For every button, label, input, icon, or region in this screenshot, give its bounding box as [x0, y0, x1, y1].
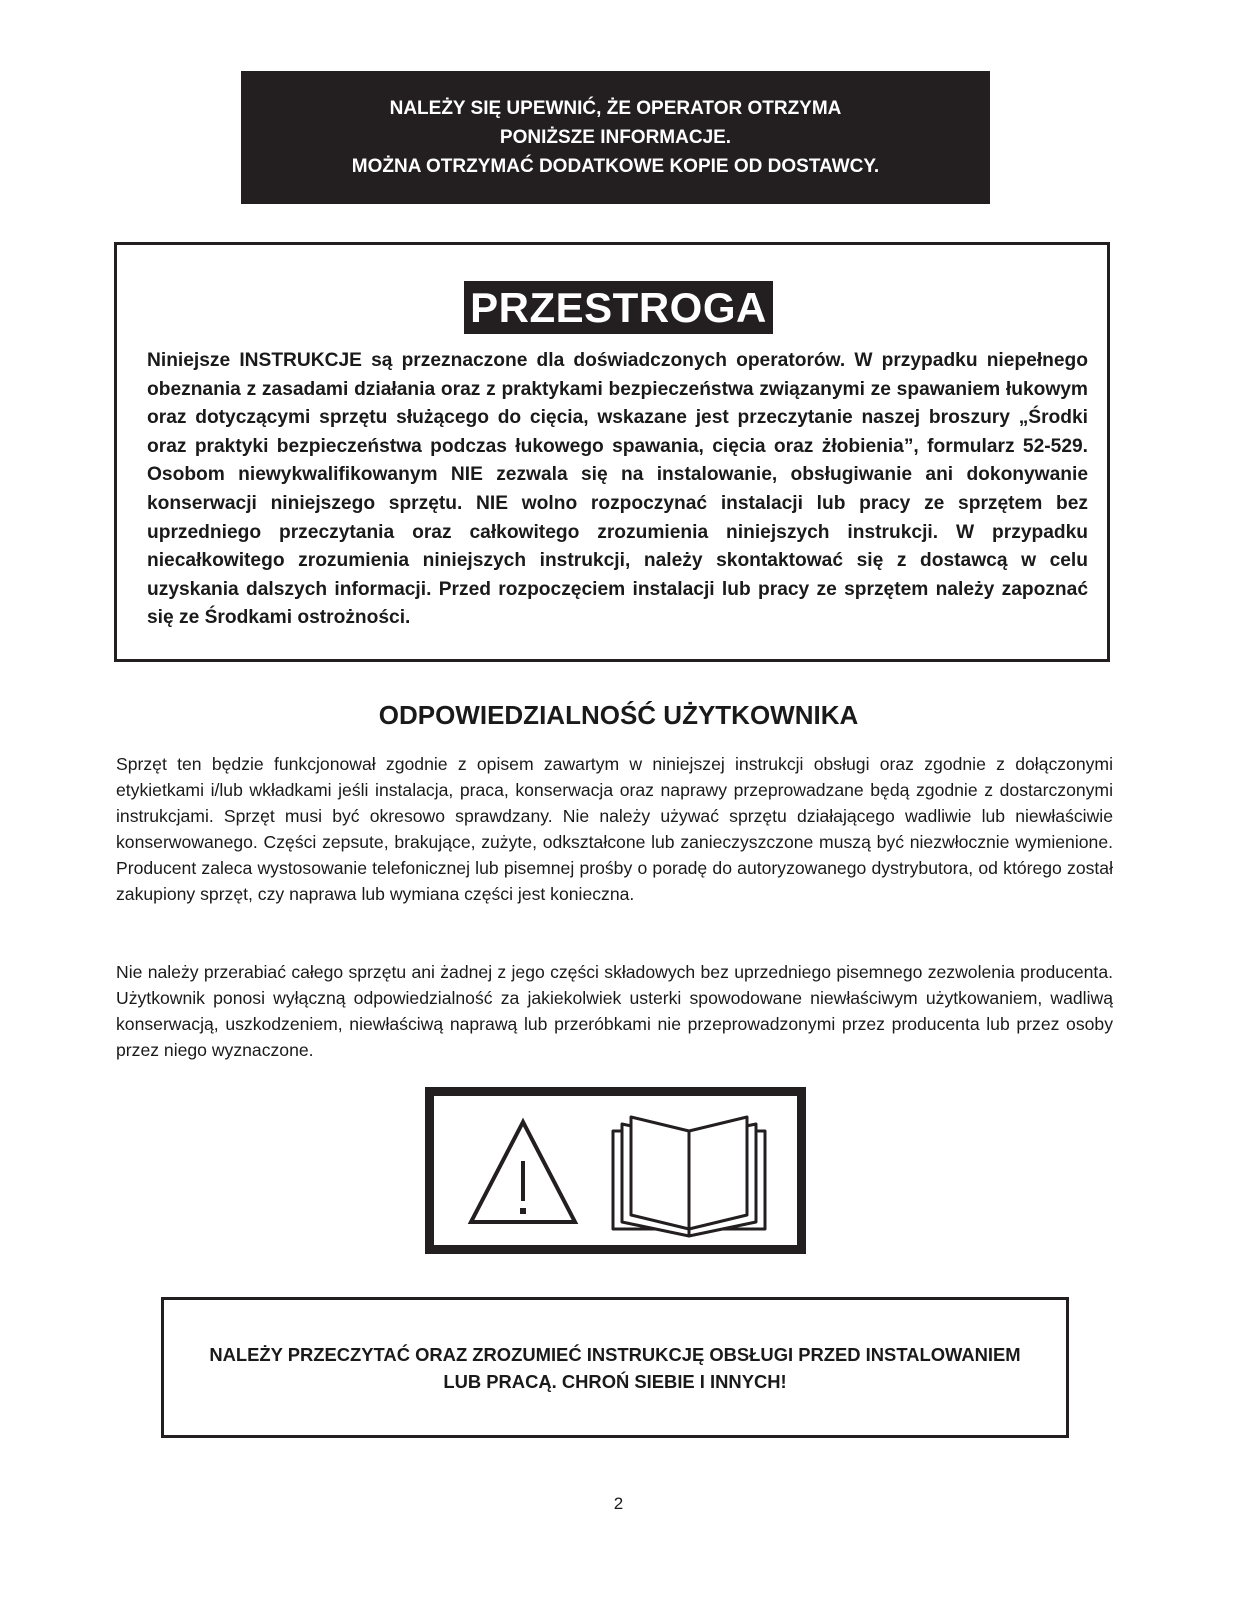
caution-title: PRZESTROGA: [464, 281, 773, 334]
top-banner-line: MOŻNA OTRZYMAĆ DODATKOWE KOPIE OD DOSTAWCY.: [351, 156, 880, 177]
open-manual-icon: [613, 1117, 765, 1236]
top-banner: [241, 71, 990, 204]
responsibility-paragraph-2: Nie należy przerabiać całego sprzętu ani żadnej z jego części składowych bez uprzedniego pisemnego zezwolenia producenta. Użytkownik ponosi wyłączną odpowiedzialność za jakiekolwiek usterki spowodowane niewłaściwym użytkowaniem, wadliwą konserwacją, uszkodzeniem, niewłaściwą naprawą lub przeróbkami nie przeprowadzonymi przez producenta lub przez osoby przez niego wyznaczone.: [116, 962, 1113, 1060]
section-heading: ODPOWIEDZIALNOŚĆ UŻYTKOWNIKA: [378, 700, 859, 730]
safety-symbol-panel: [425, 1087, 806, 1254]
read-notice-line: LUB PRACĄ. CHROŃ SIEBIE I INNYCH!: [443, 1370, 787, 1392]
page-number: 2: [613, 1494, 624, 1513]
read-notice-line: NALEŻY PRZECZYTAĆ ORAZ ZROZUMIEĆ INSTRUKCJĘ OBSŁUGI PRZED INSTALOWANIEM: [209, 1343, 1021, 1365]
top-banner-line: PONIŻSZE INFORMACJE.: [499, 127, 732, 148]
responsibility-paragraph-1: Sprzęt ten będzie funkcjonował zgodnie z opisem zawartym w niniejszej instrukcji obsługi oraz zgodnie z dołączonymi etykietkami i/lub wkładkami jeśli instalacja, praca, konserwacja oraz naprawy przeprowadzane będą zgodnie z dostarczonymi instrukcjami. Sprzęt musi być okresowo sprawdzany. Nie należy używać sprzętu działającego wadliwie lub niewłaściwie konserwowanego. Części zepsute, brakujące, zużyte, odkształcone lub zanieczyszczone muszą być niezwłocznie wymienione. Producent zaleca wystosowanie telefonicznej lub pisemnej prośby o poradę do autoryzowanego dystrybutora, od którego został zakupiony sprzęt, czy naprawa lub wymiana części jest konieczna.: [116, 754, 1113, 904]
top-banner-line: NALEŻY SIĘ UPEWNIĆ, ŻE OPERATOR OTRZYMA: [389, 98, 842, 119]
read-manual-notice: [161, 1297, 1069, 1438]
warning-triangle-icon: [471, 1122, 575, 1222]
safety-symbol-inner: [434, 1096, 797, 1245]
caution-text: Niniejsze INSTRUKCJE są przeznaczone dla doświadczonych operatorów. W przypadku niepełnego obeznania z zasadami działania oraz z praktykami bezpieczeństwa związanymi ze spawaniem łukowym oraz dotyczącymi sprzętu służącego do cięcia, wskazane jest przeczytanie naszej broszury „Środki oraz praktyki bezpieczeństwa podczas łukowego spawania, cięcia oraz żłobienia”, formularz 52-529. Osobom niewykwalifikowanym NIE zezwala się na instalowanie, obsługiwanie ani dokonywanie konserwacji niniejszego sprzętu. NIE wolno rozpoczynać instalacji lub pracy ze sprzętem bez uprzedniego przeczytania oraz całkowitego zrozumienia niniejszych instrukcji. W przypadku niecałkowitego zrozumienia niniejszych instrukcji, należy skontaktować się z dostawcą w celu uzyskania dalszych informacji. Przed rozpoczęciem instalacji lub pracy ze sprzętem należy zapoznać się ze Środkami ostrożności.: [147, 350, 1088, 629]
caution-box: [114, 242, 1110, 662]
